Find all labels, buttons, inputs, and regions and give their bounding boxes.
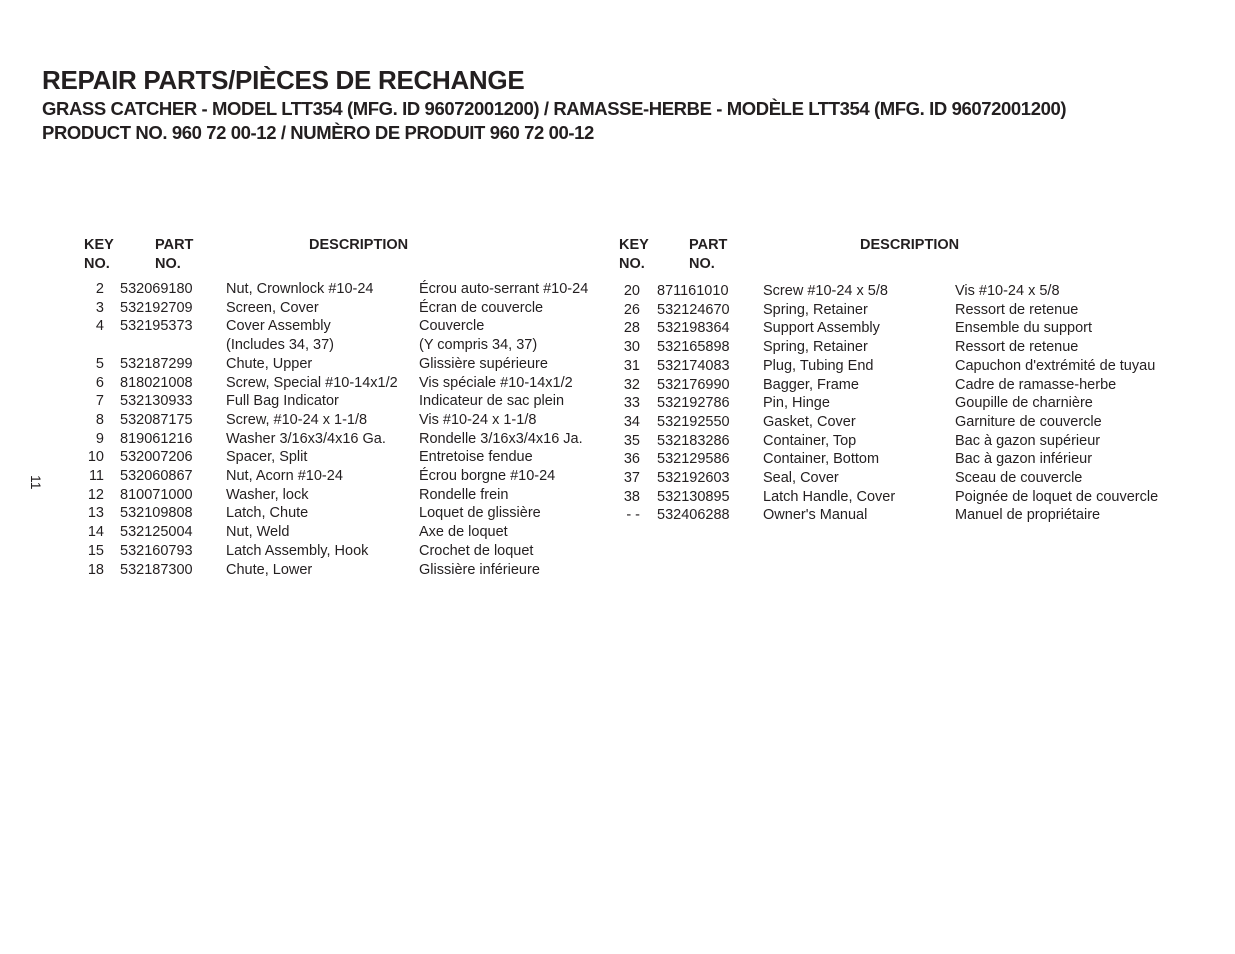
description-fr-cell: Vis spéciale #10-14x1/2 [419, 374, 573, 391]
key-no-cell: 34 [623, 413, 640, 430]
description-fr-cell: Crochet de loquet [419, 542, 534, 559]
key-no-cell: 4 [95, 318, 104, 335]
description-fr-cell: Glissière inférieure [419, 561, 540, 578]
description-fr-cell: Ressort de retenue [955, 301, 1079, 318]
description-fr-cell: Couvercle [419, 318, 485, 335]
description-fr-cell: Poignée de loquet de couvercle [955, 488, 1159, 505]
description-fr-cell: Capuchon d'extrémité de tuyau [955, 357, 1156, 374]
key-no-cell: 8 [95, 411, 104, 428]
description-en-cell: Container, Top [763, 432, 857, 449]
description-en-cell: Plug, Tubing End [763, 357, 874, 374]
description-fr-cell: Rondelle 3/16x3/4x16 Ja. [419, 430, 583, 447]
description-fr-cell: Rondelle frein [419, 486, 509, 503]
part-no-header: PART NO. [689, 237, 728, 272]
description-en-cell: Screen, Cover [226, 299, 319, 316]
part-no-header: PART NO. [155, 237, 194, 272]
key-no-cell: 3 [95, 299, 104, 316]
description-en-cell: Screw, #10-24 x 1-1/8 [226, 411, 368, 428]
parts-table-right [619, 236, 1189, 536]
part-no-cell: 532125004 [120, 524, 193, 541]
description-fr-cell: Indicateur de sac plein [419, 393, 565, 410]
part-no-cell: 532187299 [120, 355, 193, 372]
description-en-cell: Seal, Cover [763, 470, 839, 486]
description-en-cell: Support Assembly [763, 320, 880, 337]
description-en-cell: Container, Bottom [763, 451, 880, 468]
part-no-cell: 532160793 [120, 542, 193, 559]
description-en-cell: (Includes 34, 37) [226, 337, 335, 354]
description-en-cell: Chute, Upper [226, 355, 313, 372]
key-no-cell: 38 [623, 488, 640, 505]
part-no-cell: 532124670 [657, 301, 730, 318]
description-fr-cell: Vis #10-24 x 1-1/8 [419, 411, 537, 428]
part-no-cell: 532192603 [657, 470, 730, 486]
description-header: DESCRIPTION [309, 237, 409, 253]
key-no-cell: 33 [623, 395, 640, 412]
parts-table-left [84, 236, 614, 586]
description-en-cell: Washer, lock [226, 486, 309, 503]
part-no-cell: 532406288 [657, 507, 730, 524]
key-no-cell: 7 [95, 393, 104, 410]
part-no-cell: 532130933 [120, 393, 193, 410]
part-no-cell: 532176990 [657, 376, 730, 393]
part-no-cell: 532198364 [657, 320, 730, 337]
key-no-header: KEY NO. [84, 237, 114, 272]
key-no-cell: 13 [87, 505, 104, 522]
key-no-header: KEY NO. [619, 237, 649, 272]
description-en-cell: Screw #10-24 x 5/8 [763, 283, 888, 299]
description-en-cell: Chute, Lower [226, 561, 313, 578]
key-no-cell: 28 [623, 320, 640, 337]
key-no-cell: 15 [87, 542, 104, 559]
description-fr-cell: Écran de couvercle [419, 299, 544, 316]
key-no-cell: 10 [87, 449, 104, 466]
part-no-cell: 532087175 [120, 411, 193, 428]
part-no-cell: 532183286 [657, 432, 730, 449]
description-fr-cell: Bac à gazon supérieur [955, 432, 1101, 449]
description-en-cell: Latch, Chute [226, 505, 309, 522]
description-fr-cell: Vis #10-24 x 5/8 [955, 283, 1060, 299]
description-fr-cell: Bac à gazon inférieur [955, 451, 1093, 468]
part-no-cell: 532130895 [657, 488, 730, 505]
part-no-cell: 532129586 [657, 451, 730, 468]
description-fr-cell: Écrou borgne #10-24 [419, 468, 556, 484]
description-en-cell: Latch Assembly, Hook [226, 542, 369, 559]
key-no-cell: 20 [623, 283, 640, 299]
part-no-cell: 532192550 [657, 413, 730, 430]
key-no-cell: 18 [87, 561, 104, 578]
description-fr-cell: Sceau de couvercle [955, 470, 1083, 486]
description-fr-cell: Goupille de charnière [955, 395, 1093, 412]
description-en-cell: Spacer, Split [226, 449, 308, 466]
key-no-cell: 31 [623, 357, 640, 374]
description-en-cell: Gasket, Cover [763, 413, 856, 430]
part-no-cell: 532069180 [120, 281, 193, 297]
description-en-cell: Cover Assembly [226, 318, 331, 335]
part-no-cell: 532174083 [657, 357, 730, 374]
description-en-cell: Washer 3/16x3/4x16 Ga. [226, 430, 386, 447]
part-no-cell: 818021008 [120, 374, 193, 391]
description-fr-cell: Manuel de propriétaire [955, 507, 1101, 524]
part-no-cell: 532165898 [657, 339, 730, 356]
description-en-cell: Nut, Acorn #10-24 [226, 468, 343, 484]
part-no-cell: 532187300 [120, 561, 193, 578]
part-no-cell: 532192786 [657, 395, 730, 412]
description-en-cell: Latch Handle, Cover [763, 488, 896, 505]
description-en-cell: Bagger, Frame [763, 376, 859, 393]
key-no-cell: 11 [88, 468, 104, 484]
description-en-cell: Nut, Crownlock #10-24 [226, 281, 374, 297]
key-no-cell: 32 [623, 376, 640, 393]
part-no-cell: 532195373 [120, 318, 193, 335]
part-no-cell: 532192709 [120, 299, 193, 316]
description-fr-cell: Glissière supérieure [419, 355, 548, 372]
page-number: 11 [28, 475, 44, 490]
product-subtitle: PRODUCT NO. 960 72 00-12 / NUMÈRO DE PRODUIT 960 72 00-12 [42, 122, 594, 143]
description-fr-cell: Loquet de glissière [419, 505, 541, 522]
part-no-cell: 532007206 [120, 449, 193, 466]
key-no-cell: 37 [623, 470, 640, 486]
part-no-cell: 810071000 [120, 486, 193, 503]
part-no-cell: 819061216 [120, 430, 193, 447]
key-no-cell: 12 [87, 486, 104, 503]
key-no-cell: 36 [623, 451, 640, 468]
description-fr-cell: (Y compris 34, 37) [419, 337, 538, 354]
description-en-cell: Screw, Special #10-14x1/2 [226, 374, 398, 391]
description-fr-cell: Entretoise fendue [419, 449, 533, 466]
description-fr-cell: Ensemble du support [955, 320, 1093, 337]
model-subtitle: GRASS CATCHER - MODEL LTT354 (MFG. ID 96072001200) / RAMASSE-HERBE - MODÈLE LTT354 (MFG. ID 96072001200) [42, 98, 1067, 119]
description-fr-cell: Écrou auto-serrant #10-24 [419, 281, 589, 297]
description-en-cell: Nut, Weld [226, 524, 290, 541]
description-header: DESCRIPTION [860, 237, 960, 253]
description-en-cell: Spring, Retainer [763, 339, 868, 356]
key-no-cell: 30 [623, 339, 640, 356]
description-en-cell: Full Bag Indicator [226, 393, 339, 410]
description-fr-cell: Axe de loquet [419, 524, 508, 541]
part-no-cell: 532060867 [120, 468, 193, 484]
page-title: REPAIR PARTS/PIÈCES DE RECHANGE [42, 65, 525, 95]
description-en-cell: Owner's Manual [763, 507, 868, 524]
description-fr-cell: Ressort de retenue [955, 339, 1079, 356]
key-no-cell: 2 [95, 281, 104, 297]
key-no-cell: 9 [95, 430, 104, 447]
key-no-cell: 35 [623, 432, 640, 449]
description-en-cell: Pin, Hinge [763, 395, 830, 412]
description-fr-cell: Cadre de ramasse-herbe [955, 376, 1117, 393]
key-no-cell: 6 [95, 374, 104, 391]
part-no-cell: 871161010 [657, 283, 729, 299]
description-fr-cell: Garniture de couvercle [955, 413, 1102, 430]
key-no-cell: - - [626, 507, 640, 524]
key-no-cell: 26 [623, 301, 640, 318]
key-no-cell: 5 [95, 355, 104, 372]
key-no-cell: 14 [87, 524, 104, 541]
part-no-cell: 532109808 [120, 505, 193, 522]
description-en-cell: Spring, Retainer [763, 301, 868, 318]
